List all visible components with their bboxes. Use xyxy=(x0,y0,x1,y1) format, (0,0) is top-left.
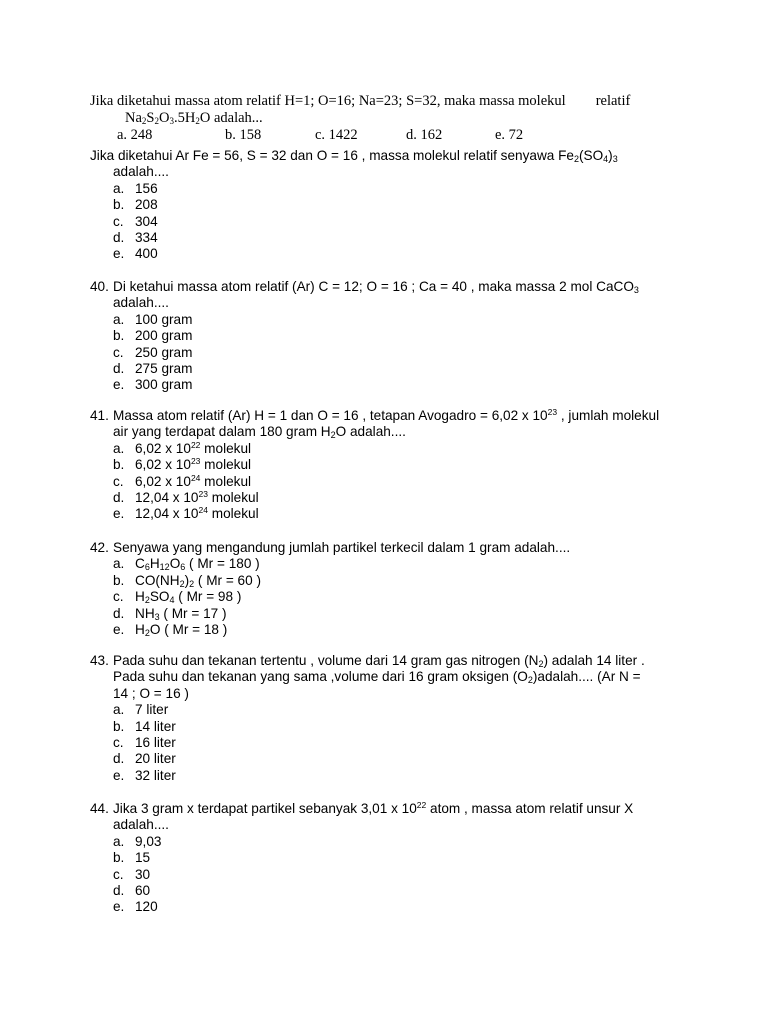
formula-rest: adalah... xyxy=(210,110,263,126)
answer-option xyxy=(113,377,690,393)
formula-part: CO(NH xyxy=(135,572,180,588)
question-41 xyxy=(90,408,690,523)
stem-text: atom , massa atom relatif unsur X xyxy=(426,801,634,816)
stem-text: , jumlah molekul xyxy=(557,408,660,423)
answer-option xyxy=(113,834,690,850)
question-number: 44. xyxy=(90,801,109,816)
option-letter: e. xyxy=(113,899,125,915)
answer-option xyxy=(113,589,690,605)
option-text: 16 liter xyxy=(135,735,176,751)
option-text: 120 xyxy=(135,899,158,915)
option-letter: c. xyxy=(113,213,124,229)
answer-option xyxy=(113,867,690,883)
formula-subscript: 12 xyxy=(159,562,170,573)
formula-part: H xyxy=(149,556,160,572)
formula-part: ) xyxy=(184,572,190,588)
answer-option xyxy=(113,573,690,589)
answer-options xyxy=(90,441,690,523)
option-base: 12,04 x 10 xyxy=(135,490,199,506)
answer-options xyxy=(90,127,710,144)
question-stem xyxy=(90,93,710,110)
option-letter: a. xyxy=(113,180,125,196)
stem-continuation: adalah.... xyxy=(113,817,169,833)
option-letter: e. xyxy=(113,767,125,783)
option-letter: c. xyxy=(113,344,124,360)
formula-part: H xyxy=(135,589,145,605)
question-iron-sulfate xyxy=(90,148,690,263)
answer-option: d. 162 xyxy=(406,127,443,143)
answer-option xyxy=(113,490,690,506)
formula-part: Na xyxy=(125,110,142,126)
answer-option xyxy=(113,328,690,344)
stem-text: Pada suhu dan tekanan yang sama ,volume dari 16 gram oksigen (O xyxy=(113,669,528,685)
option-letter: b. xyxy=(113,328,125,344)
option-letter: c. xyxy=(113,473,124,489)
option-text xyxy=(135,474,251,490)
stem-continuation: 14 ; O = 16 ) xyxy=(113,685,189,701)
answer-option xyxy=(113,441,690,457)
exponent: 24 xyxy=(198,505,208,516)
stem-text: ) adalah 14 liter . xyxy=(543,653,645,668)
formula-subscript: 2 xyxy=(154,116,159,126)
option-rest: ( Mr = 17 ) xyxy=(159,605,227,621)
option-base: 12,04 x 10 xyxy=(135,506,199,522)
formula-subscript: 4 xyxy=(169,595,175,606)
option-text: 60 xyxy=(135,883,151,899)
option-text: 300 gram xyxy=(135,377,193,393)
formula-subscript: 6 xyxy=(144,562,150,573)
stem-continuation: adalah.... xyxy=(113,295,169,311)
option-letter: a. xyxy=(113,440,125,456)
option-letter: a. xyxy=(113,833,125,849)
formula-subscript: 2 xyxy=(189,578,195,589)
exponent: 24 xyxy=(190,472,201,483)
answer-option xyxy=(113,474,690,490)
option-text: 100 gram xyxy=(135,311,193,327)
exponent: 23 xyxy=(198,489,208,500)
answer-option xyxy=(113,214,690,230)
option-text xyxy=(135,573,261,589)
option-letter: b. xyxy=(113,850,125,866)
option-text xyxy=(135,457,251,473)
option-letter: d. xyxy=(113,490,125,506)
answer-options xyxy=(90,834,690,916)
option-unit: molekul xyxy=(200,457,252,473)
answer-option xyxy=(113,606,690,622)
stem-text: Di ketahui massa atom relatif (Ar) C = 12; O = 16 ; Ca = 40 , maka massa 2 mol CaCO xyxy=(113,279,634,294)
option-text: 275 gram xyxy=(135,361,193,377)
question-stem xyxy=(90,540,690,556)
option-unit: molekul xyxy=(207,506,259,522)
question-stem xyxy=(90,408,690,424)
option-letter: b. xyxy=(113,457,125,473)
formula-part: (SO xyxy=(578,148,604,163)
option-text: 200 gram xyxy=(135,328,193,344)
option-unit: molekul xyxy=(207,490,259,506)
option-rest: ( Mr = 180 ) xyxy=(185,556,260,572)
answer-option xyxy=(113,735,690,751)
answer-option: b. 158 xyxy=(225,127,262,143)
option-letter: a. xyxy=(113,311,125,327)
answer-option xyxy=(113,246,690,262)
answer-option: e. 72 xyxy=(495,127,524,143)
formula-subscript: 2 xyxy=(195,116,200,126)
stem-text: air yang terdapat dalam 180 gram H xyxy=(113,424,331,440)
formula-part: NH xyxy=(135,605,155,621)
option-text: 250 gram xyxy=(135,344,193,360)
option-text: 9,03 xyxy=(135,833,162,849)
option-text: 20 liter xyxy=(135,751,176,767)
stem-continuation: adalah.... xyxy=(113,164,169,180)
question-44 xyxy=(90,801,690,916)
exponent: 22 xyxy=(416,800,427,810)
option-text xyxy=(135,589,241,605)
answer-option xyxy=(113,197,690,213)
formula-part: H xyxy=(135,622,145,638)
formula-subscript: 6 xyxy=(180,562,186,573)
formula-subscript: 2 xyxy=(527,675,533,686)
formula-part: S xyxy=(146,110,155,126)
formula-subscript: 3 xyxy=(169,116,174,126)
option-letter: e. xyxy=(113,246,125,262)
answer-option xyxy=(113,850,690,866)
option-letter: d. xyxy=(113,230,125,246)
formula-subscript: 2 xyxy=(144,595,150,606)
option-base: 6,02 x 10 xyxy=(135,440,191,456)
stem-text: Jika 3 gram x terdapat partikel sebanyak 3,01 x 10 xyxy=(113,801,417,816)
answer-option xyxy=(113,181,690,197)
option-text xyxy=(135,506,259,522)
question-stem xyxy=(90,279,690,295)
answer-option xyxy=(113,883,690,899)
answer-option xyxy=(113,345,690,361)
formula-subscript: 2 xyxy=(144,628,150,639)
option-letter: d. xyxy=(113,751,125,767)
stem-text: )adalah.... (Ar N = xyxy=(532,669,641,685)
option-letter: a. xyxy=(113,556,125,572)
option-text: 304 xyxy=(135,213,158,229)
stem-continuation xyxy=(90,669,690,685)
option-letter: a. xyxy=(113,702,125,718)
formula-subscript: 2 xyxy=(573,154,579,164)
answer-option xyxy=(113,556,690,572)
option-text: 400 xyxy=(135,246,158,262)
option-letter: d. xyxy=(113,605,125,621)
question-42 xyxy=(90,540,690,638)
answer-option xyxy=(113,230,690,246)
formula-subscript: 3 xyxy=(154,611,160,622)
answer-option xyxy=(113,899,690,915)
stem-text: Senyawa yang mengandung jumlah partikel terkecil dalam 1 gram adalah.... xyxy=(113,540,571,555)
answer-option xyxy=(113,457,690,473)
option-base: 6,02 x 10 xyxy=(135,457,191,473)
option-text xyxy=(135,441,251,457)
option-letter: c. xyxy=(113,866,124,882)
option-letter: e. xyxy=(113,506,125,522)
answer-option xyxy=(113,312,690,328)
answer-options xyxy=(90,702,690,784)
option-text: 156 xyxy=(135,180,158,196)
option-letter: d. xyxy=(113,361,125,377)
option-text xyxy=(135,490,259,506)
option-rest: ( Mr = 98 ) xyxy=(174,589,242,605)
exponent: 23 xyxy=(547,407,558,417)
formula-subscript: 3 xyxy=(633,285,639,295)
answer-options xyxy=(90,181,690,263)
option-letter: e. xyxy=(113,377,125,393)
question-number: 42. xyxy=(90,540,109,555)
exponent: 23 xyxy=(190,456,201,467)
answer-option xyxy=(113,751,690,767)
option-unit: molekul xyxy=(200,440,252,456)
option-letter: e. xyxy=(113,622,125,638)
option-letter: b. xyxy=(113,718,125,734)
formula-part: C xyxy=(135,556,145,572)
formula-part: ) xyxy=(608,148,613,163)
option-text xyxy=(135,556,260,572)
stem-text: O adalah.... xyxy=(335,424,406,440)
stem-continuation xyxy=(90,424,690,440)
option-text: 14 liter xyxy=(135,718,176,734)
answer-option xyxy=(113,622,690,638)
option-text: 32 liter xyxy=(135,767,176,783)
formula-part: O xyxy=(149,622,161,638)
option-text: 15 xyxy=(135,850,151,866)
option-unit: molekul xyxy=(200,473,252,489)
answer-option xyxy=(113,361,690,377)
answer-option xyxy=(113,702,690,718)
formula-subscript: 2 xyxy=(179,578,185,589)
stem-text: Pada suhu dan tekanan tertentu , volume dari 14 gram gas nitrogen (N xyxy=(113,653,539,668)
stem-text: Massa atom relatif (Ar) H = 1 dan O = 16 , tetapan Avogadro = 6,02 x 10 xyxy=(113,408,548,423)
option-text: 208 xyxy=(135,197,158,213)
option-text xyxy=(135,606,227,622)
question-40 xyxy=(90,279,690,394)
question-number: 41. xyxy=(90,408,109,423)
option-rest: ( Mr = 60 ) xyxy=(194,572,261,588)
answer-options xyxy=(90,556,690,638)
formula-part: O xyxy=(169,556,181,572)
option-text xyxy=(135,622,227,638)
question-43 xyxy=(90,653,690,784)
option-letter: c. xyxy=(113,735,124,751)
answer-option xyxy=(113,719,690,735)
formula-part: .5H xyxy=(173,110,196,126)
option-rest: ( Mr = 18 ) xyxy=(160,622,228,638)
question-formula xyxy=(90,110,710,127)
answer-option xyxy=(113,506,690,522)
answer-option: c. 1422 xyxy=(315,127,358,143)
question-sodium-thiosulfate xyxy=(90,93,710,144)
formula-part: O xyxy=(159,110,170,126)
formula-part: O xyxy=(199,110,211,126)
formula-subscript: 2 xyxy=(538,659,544,669)
option-base: 6,02 x 10 xyxy=(135,473,191,489)
stem-text: Jika diketahui massa atom relatif H=1; O=16; Na=23; S=32, maka massa molekul xyxy=(90,93,566,109)
option-text: 7 liter xyxy=(135,702,169,718)
option-letter: b. xyxy=(113,197,125,213)
exponent: 22 xyxy=(190,439,201,450)
question-stem xyxy=(90,148,690,164)
option-text: 334 xyxy=(135,230,158,246)
formula-subscript: 2 xyxy=(141,116,147,126)
stem-text: Jika diketahui Ar Fe = 56, S = 32 dan O = 16 , massa molekul relatif senyawa Fe xyxy=(90,148,574,163)
option-letter: d. xyxy=(113,883,125,899)
question-number: 43. xyxy=(90,653,109,668)
answer-option: a. 248 xyxy=(117,127,153,143)
option-letter: c. xyxy=(113,589,124,605)
formula-subscript: 2 xyxy=(330,430,336,441)
option-letter: b. xyxy=(113,572,125,588)
stem-tail: relatif xyxy=(595,93,631,109)
formula-part: SO xyxy=(149,589,170,605)
answer-options xyxy=(90,312,690,394)
answer-option xyxy=(113,768,690,784)
question-stem xyxy=(90,801,690,817)
formula-subscript: 4 xyxy=(603,154,609,164)
question-stem xyxy=(90,653,690,669)
formula-subscript: 3 xyxy=(612,154,618,164)
option-text: 30 xyxy=(135,866,151,882)
question-number: 40. xyxy=(90,279,109,294)
